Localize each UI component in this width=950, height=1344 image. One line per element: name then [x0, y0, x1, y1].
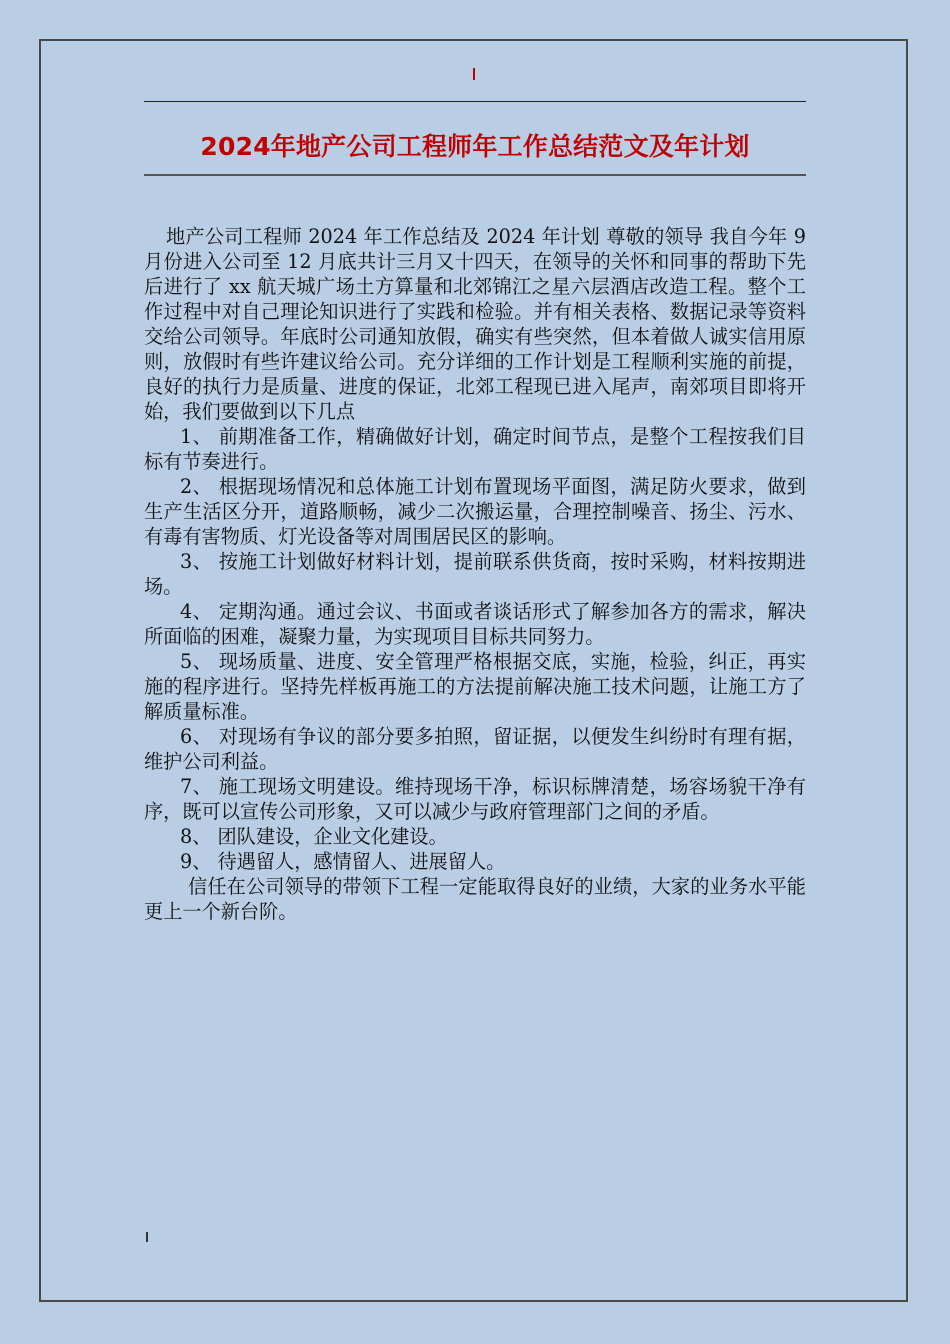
footer-mark: [146, 1232, 148, 1242]
list-item: 4、 定期沟通。通过会议、书面或者谈话形式了解参加各方的需求，解决所面临的困难，凝聚力量，为实现项目目标共同努力。: [144, 600, 806, 648]
list-item: 9、 待遇留人，感情留人、进展留人。: [180, 850, 506, 873]
document-body: [144, 224, 806, 924]
list-item: 3、 按施工计划做好材料计划，提前联系供货商，按时采购，材料按期进场。: [144, 550, 806, 598]
closing-paragraph: 信任在公司领导的带领下工程一定能取得良好的业绩，大家的业务水平能更上一个新台阶。: [144, 875, 806, 923]
intro-paragraph: 地产公司工程师 2024 年工作总结及 2024 年计划 尊敬的领导 我自今年 9 月份进入公司至 12 月底共计三月又十四天，在领导的关怀和同事的帮助下先后进行了 xx 航天城广场土方算量和北郊锦江之星六层酒店改造工程。整个工作过程中对自己理论知识进行了实践和检验。并有相关表格、数据记录等资料交给公司领导。年底时公司通知放假，确实有些突然，但本着做人诚实信用原则，放假时有些许建议给公司。充分详细的工作计划是工程顺利实施的前提，良好的执行力是质量、进度的保证，北郊工程现已进入尾声，南郊项目即将开始，我们要做到以下几点: [144, 225, 806, 423]
header-mark: [473, 68, 475, 80]
list-item: 1、 前期准备工作，精确做好计划，确定时间节点，是整个工程按我们目标有节奏进行。: [144, 425, 806, 473]
title-rule: [144, 174, 806, 176]
list-item: 8、 团队建设，企业文化建设。: [180, 825, 448, 848]
list-item: 5、 现场质量、进度、安全管理严格根据交底，实施，检验，纠正，再实施的程序进行。坚持先样板再施工的方法提前解决施工技术问题，让施工方了解质量标准。: [144, 650, 806, 723]
list-item: 7、 施工现场文明建设。维持现场干净，标识标牌清楚，场容场貌干净有序，既可以宣传公司形象，又可以减少与政府管理部门之间的矛盾。: [144, 775, 806, 823]
header-rule: [144, 101, 806, 102]
list-item: 2、 根据现场情况和总体施工计划布置现场平面图，满足防火要求，做到生产生活区分开，道路顺畅，减少二次搬运量，合理控制噪音、扬尘、污水、有毒有害物质、灯光设备等对周围居民区的影响。: [144, 475, 806, 548]
list-item: 6、 对现场有争议的部分要多拍照，留证据，以便发生纠纷时有理有据，维护公司利益。: [144, 725, 806, 773]
document-title: 2024年地产公司工程师年工作总结范文及年计划: [200, 132, 750, 161]
